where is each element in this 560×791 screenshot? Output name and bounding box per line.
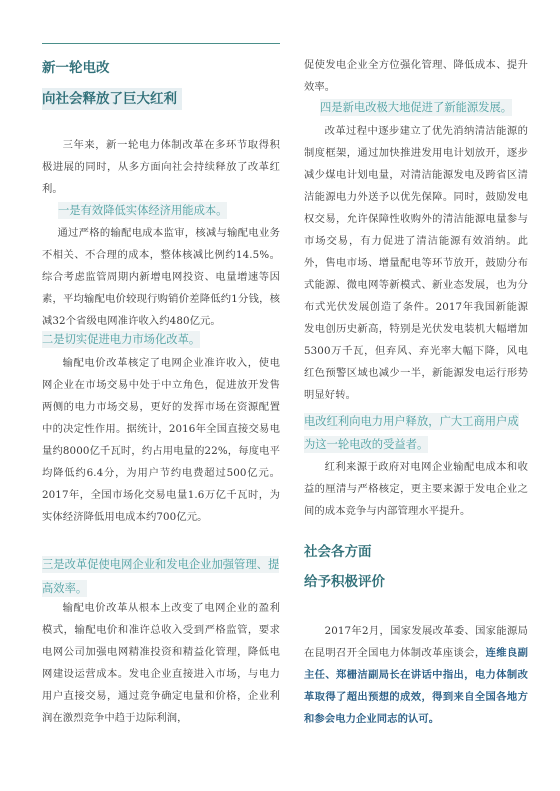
section2-title-line1: 社会各方面 — [304, 544, 372, 560]
point2-heading-text: 二是切实促进电力市场化改革。 — [42, 333, 201, 346]
section-divider — [42, 43, 280, 44]
point3-paragraph: 输配电价改革从根本上改变了电网企业的盈利模式，输配电价和准许总收入受到严格监管，要求电网公司加强电网精准投资和精益化管理，降低电网建设运营成本。发电企业直接进入市场，与电力用户直接交易，通过竞争确定电量和价格，企业利润在激烈竞争中趋于边际利润， — [42, 602, 280, 724]
intro-paragraph: 三年来，新一轮电力体制改革在多环节取得积极进展的同时，从多方面向社会持续释放了改革红利。 — [42, 139, 280, 195]
point1-paragraph: 通过严格的输配电成本监审，核减与输配电业务不相关、不合理的成本，整体核减比例约14.5%。综合考虑监管周期内新增电网投资、电量增速等因素，平均输配电价较现行购销价差降低约1分钱，核减32个省级电网准许收入约480亿元。 — [42, 227, 280, 327]
continued-paragraph: 促使发电企业全方位强化管理、降低成本、提升效率。 — [304, 59, 528, 93]
section1-title-line1: 新一轮电改 — [42, 60, 110, 76]
point5-paragraph: 红利来源于政府对电网企业输配电成本和收益的厘清与严格核定，更主要来源于发电企业之间的成本竞争与内部管理水平提升。 — [304, 461, 528, 517]
point1-heading-text: 一是有效降低实体经济用能成本。 — [58, 204, 228, 217]
point3-heading — [42, 552, 280, 600]
point4-paragraph: 改革过程中逐步建立了优先消纳清洁能源的制度框架，通过加快推进发用电计划放开，逐步减少煤电计划电量，对清洁能源发电及跨省区清洁能源电力外送予以优先保障。同时，鼓励发电权交易，允许保障性收购外的清洁能源电量参与市场交易，有力促进了清洁能源有效消纳。此外，售电市场、增量配电等环节放开，鼓励分布式能源、微电网等新模式、新业态发展，也为分布式光伏发展创造了条件。2017年我国新能源发电创历史新高，特别是光伏发电装机大幅增加5300万千瓦，但弃风、弃光率大幅下降，风电红色预警区域也减少一半，新能源发电运行形势明显好转。 — [304, 125, 528, 401]
section2-title-line2: 给予积极评价 — [304, 574, 385, 590]
point5-heading — [304, 410, 528, 456]
section1-title-line2: 向社会释放了巨大红利 — [42, 91, 177, 107]
point2-paragraph: 输配电价改革核定了电网企业准许收入，使电网企业在市场交易中处于中立角色，促进放开发售两侧的电力市场交易，更好的发挥市场在资源配置中的决定性作用。据统计，2016年全国直接交易电量约8000亿千瓦时，约占用电量的22%，每度电平均降低约6.4分，为用户节约电费超过500亿元。2017年，全国市场化交易电量1.6万亿千瓦时，为实体经济降低用电成本约700亿元。 — [42, 357, 280, 523]
final-paragraph — [304, 620, 528, 730]
final-paragraph-text: 2017年2月，国家发展改革委、国家能源局在昆明召开全国电力体制改革座谈会， — [304, 625, 528, 659]
point4-heading-text: 四是新电改极大地促进了新能源发展。 — [320, 101, 513, 114]
final-paragraph-bold: 连维良副主任、郑栅洁副局长在讲话中指出，电力体制改革取得了超出预想的成效，得到来自全国各地方和参会电力企业同志的认可。 — [304, 647, 528, 725]
point5-heading-text: 电改红利向电力用户释放，广大工商用户成为这一轮电改的受益者。 — [304, 415, 519, 451]
point2-heading — [42, 328, 280, 351]
point1-heading — [58, 199, 280, 222]
point4-heading — [320, 96, 528, 119]
point3-heading-text: 三是改革促使电网企业和发电企业加强管理、提高效率。 — [42, 558, 280, 595]
